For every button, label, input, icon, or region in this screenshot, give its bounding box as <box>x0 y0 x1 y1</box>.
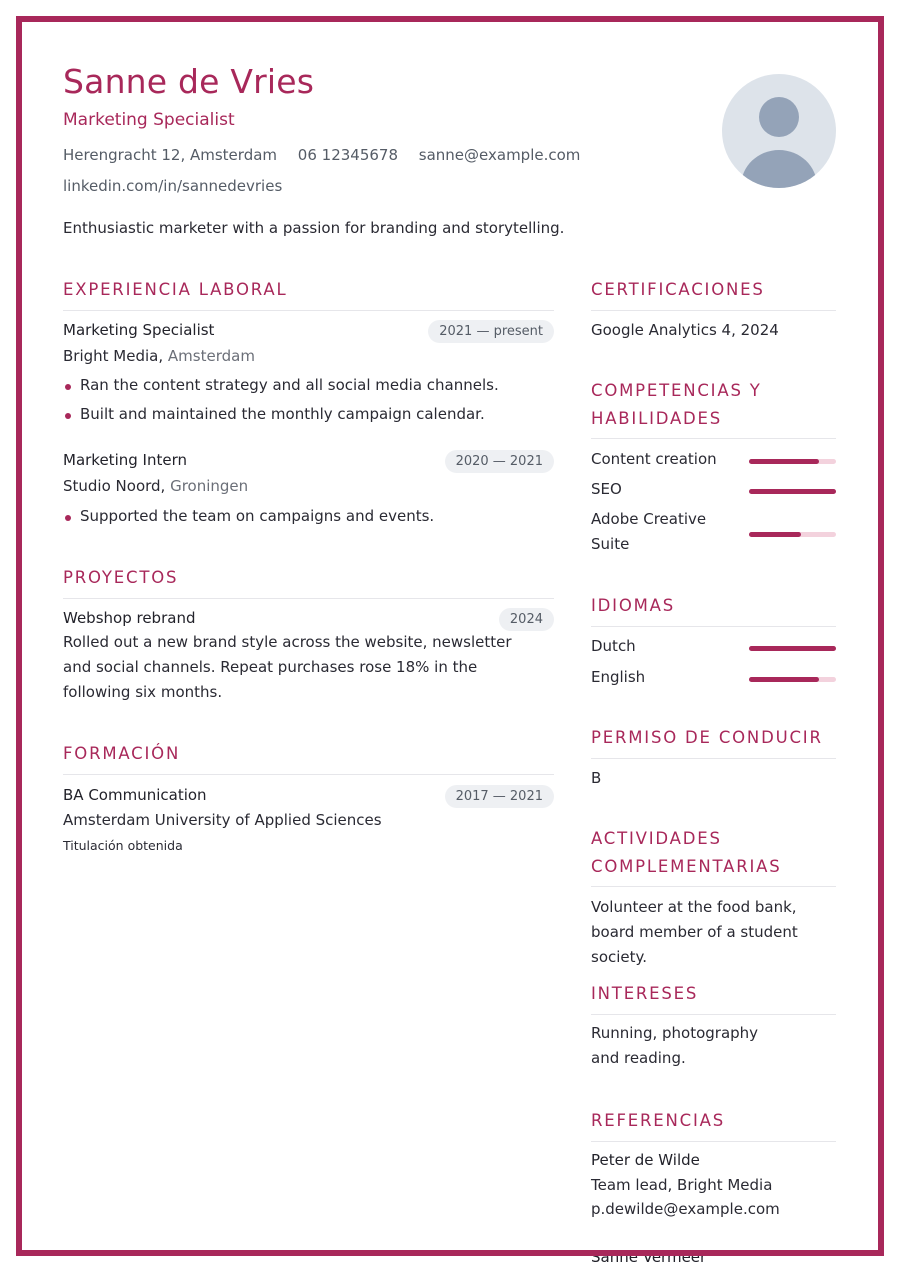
date-badge: 2020 — 2021 <box>445 450 554 473</box>
section-divider <box>591 1141 836 1142</box>
address: Herengracht 12, Amsterdam <box>63 146 278 164</box>
project-title: Webshop rebrand <box>63 609 196 627</box>
section-title-references: REFERENCIAS <box>591 1111 725 1130</box>
job-title: Marketing Intern <box>63 451 187 469</box>
reference-name: Sanne Vermeer <box>591 1248 707 1266</box>
section-divider <box>591 886 836 887</box>
degree-title: BA Communication <box>63 786 207 804</box>
reference-name: Peter de Wilde <box>591 1151 700 1169</box>
section-divider <box>63 598 554 599</box>
linkedin: linkedin.com/in/sannedevries <box>63 177 283 195</box>
project-description: Rolled out a new brand style across the website, newsletter and social channels. Repeat purchases rose 18% in the following six months. <box>63 633 512 701</box>
school-name: Amsterdam University of Applied Sciences <box>63 811 382 829</box>
language-level-fill <box>749 646 836 651</box>
section-divider <box>591 758 836 759</box>
section-title-skills: COMPETENCIAS Y HABILIDADES <box>591 381 762 428</box>
section-title-activities: ACTIVIDADES COMPLEMENTARIAS <box>591 829 782 876</box>
skill-name: Content creation <box>591 450 717 468</box>
date-badge: 2017 — 2021 <box>445 785 554 808</box>
interests-text: Running, photography and reading. <box>591 1024 759 1067</box>
year-badge: 2024 <box>499 608 554 631</box>
section-title-experience: EXPERIENCIA LABORAL <box>63 280 288 299</box>
language-level-fill <box>749 677 819 682</box>
company-name: Bright Media, <box>63 347 164 365</box>
job-title: Marketing Specialist <box>63 321 215 339</box>
section-title-license: PERMISO DE CONDUCIR <box>591 728 823 747</box>
section-divider <box>63 310 554 311</box>
reference-email: p.dewilde@example.com <box>591 1200 780 1218</box>
skill-level-fill <box>749 489 836 494</box>
company-location: Groningen <box>170 477 249 495</box>
skill-level-fill <box>749 459 819 464</box>
language-level-bar <box>749 677 836 682</box>
avatar-placeholder-icon <box>722 74 836 188</box>
section-title-certifications: CERTIFICACIONES <box>591 280 765 299</box>
language-name: Dutch <box>591 637 636 655</box>
date-badge: 2021 — present <box>428 320 554 343</box>
candidate-role: Marketing Specialist <box>63 110 235 130</box>
job-bullet: Ran the content strategy and all social media channels. <box>80 376 499 394</box>
skill-name: SEO <box>591 480 622 498</box>
phone: 06 12345678 <box>297 146 398 164</box>
license-value: B <box>591 769 602 787</box>
email: sanne@example.com <box>418 146 581 164</box>
section-title-languages: IDIOMAS <box>591 596 676 615</box>
certification-item: Google Analytics 4, 2024 <box>591 321 779 339</box>
job-company <box>63 477 248 495</box>
skill-level-bar <box>749 459 836 464</box>
activities-text: Volunteer at the food bank, board member of a student society. <box>591 898 798 966</box>
company-name: Studio Noord, <box>63 477 166 495</box>
candidate-name: Sanne de Vries <box>63 62 315 101</box>
section-divider <box>63 774 554 775</box>
job-bullet: Supported the team on campaigns and events. <box>80 507 435 525</box>
profile-summary: Enthusiastic marketer with a passion for branding and storytelling. <box>63 219 565 237</box>
skill-level-fill <box>749 532 801 537</box>
section-divider <box>591 1014 836 1015</box>
section-title-interests: INTERESES <box>591 984 699 1003</box>
section-title-projects: PROYECTOS <box>63 568 179 587</box>
skill-name: Adobe Creative Suite <box>591 510 707 553</box>
language-name: English <box>591 668 646 686</box>
language-level-bar <box>749 646 836 651</box>
section-title-education: FORMACIÓN <box>63 744 181 763</box>
section-divider <box>591 310 836 311</box>
reference-role: Team lead, Bright Media <box>591 1176 773 1194</box>
degree-note: Titulación obtenida <box>63 838 183 853</box>
company-location: Amsterdam <box>167 347 255 365</box>
contact-line <box>63 146 596 164</box>
skill-level-bar <box>749 532 836 537</box>
job-bullet: Built and maintained the monthly campaign calendar. <box>80 405 485 423</box>
job-company <box>63 347 255 365</box>
section-divider <box>591 438 836 439</box>
skill-level-bar <box>749 489 836 494</box>
section-divider <box>591 626 836 627</box>
